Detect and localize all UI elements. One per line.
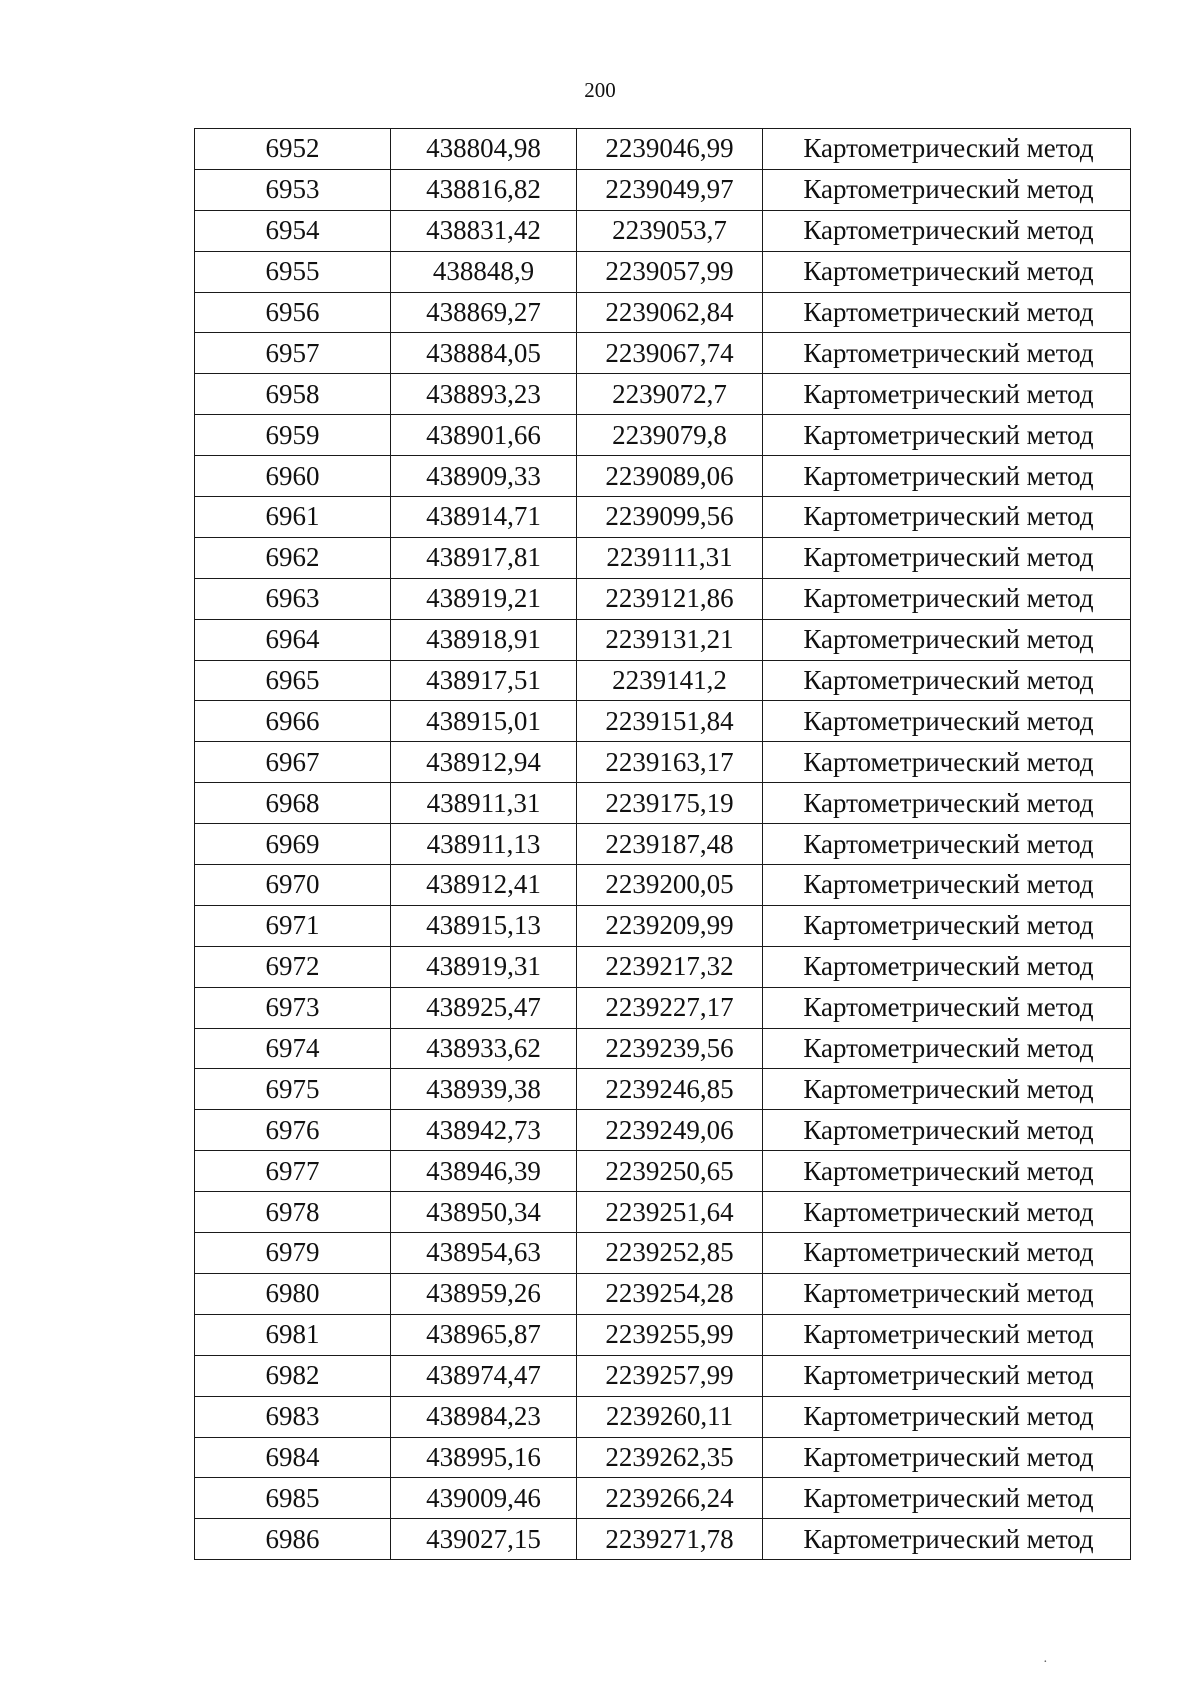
point-number-cell: 6961 — [195, 497, 391, 538]
x-coordinate-cell: 438965,87 — [391, 1314, 577, 1355]
method-cell: Картометрический метод — [763, 1233, 1131, 1274]
point-number-cell: 6973 — [195, 987, 391, 1028]
point-number-cell: 6956 — [195, 292, 391, 333]
y-coordinate-cell: 2239262,35 — [577, 1437, 763, 1478]
method-cell: Картометрический метод — [763, 1478, 1131, 1519]
x-coordinate-cell: 438950,34 — [391, 1192, 577, 1233]
method-cell: Картометрический метод — [763, 415, 1131, 456]
method-cell: Картометрический метод — [763, 129, 1131, 170]
scan-speck: · — [1043, 1655, 1048, 1670]
method-cell: Картометрический метод — [763, 374, 1131, 415]
x-coordinate-cell: 438915,01 — [391, 701, 577, 742]
table-row — [195, 1151, 1131, 1192]
table-row — [195, 905, 1131, 946]
point-number-cell: 6974 — [195, 1028, 391, 1069]
method-cell: Картометрический метод — [763, 497, 1131, 538]
method-cell: Картометрический метод — [763, 537, 1131, 578]
y-coordinate-cell: 2239227,17 — [577, 987, 763, 1028]
method-cell: Картометрический метод — [763, 742, 1131, 783]
x-coordinate-cell: 438911,13 — [391, 824, 577, 865]
method-cell: Картометрический метод — [763, 1314, 1131, 1355]
table-row — [195, 1355, 1131, 1396]
y-coordinate-cell: 2239217,32 — [577, 946, 763, 987]
method-cell: Картометрический метод — [763, 865, 1131, 906]
page-number: 200 — [584, 78, 616, 102]
x-coordinate-cell: 438933,62 — [391, 1028, 577, 1069]
method-cell: Картометрический метод — [763, 333, 1131, 374]
y-coordinate-cell: 2239151,84 — [577, 701, 763, 742]
method-cell: Картометрический метод — [763, 169, 1131, 210]
table-row — [195, 415, 1131, 456]
x-coordinate-cell: 438959,26 — [391, 1273, 577, 1314]
method-cell: Картометрический метод — [763, 1355, 1131, 1396]
y-coordinate-cell: 2239251,64 — [577, 1192, 763, 1233]
point-number-cell: 6971 — [195, 905, 391, 946]
point-number-cell: 6952 — [195, 129, 391, 170]
table-row — [195, 210, 1131, 251]
table-row — [195, 1110, 1131, 1151]
y-coordinate-cell: 2239252,85 — [577, 1233, 763, 1274]
x-coordinate-cell: 438984,23 — [391, 1396, 577, 1437]
y-coordinate-cell: 2239257,99 — [577, 1355, 763, 1396]
point-number-cell: 6976 — [195, 1110, 391, 1151]
point-number-cell: 6980 — [195, 1273, 391, 1314]
method-cell: Картометрический метод — [763, 660, 1131, 701]
table-row — [195, 169, 1131, 210]
method-cell: Картометрический метод — [763, 783, 1131, 824]
y-coordinate-cell: 2239053,7 — [577, 210, 763, 251]
y-coordinate-cell: 2239111,31 — [577, 537, 763, 578]
table-row — [195, 660, 1131, 701]
y-coordinate-cell: 2239046,99 — [577, 129, 763, 170]
x-coordinate-cell: 438909,33 — [391, 456, 577, 497]
x-coordinate-cell: 439027,15 — [391, 1519, 577, 1560]
point-number-cell: 6954 — [195, 210, 391, 251]
y-coordinate-cell: 2239141,2 — [577, 660, 763, 701]
method-cell: Картометрический метод — [763, 210, 1131, 251]
point-number-cell: 6985 — [195, 1478, 391, 1519]
y-coordinate-cell: 2239200,05 — [577, 865, 763, 906]
y-coordinate-cell: 2239187,48 — [577, 824, 763, 865]
x-coordinate-cell: 438925,47 — [391, 987, 577, 1028]
x-coordinate-cell: 438919,31 — [391, 946, 577, 987]
x-coordinate-cell: 438869,27 — [391, 292, 577, 333]
x-coordinate-cell: 438912,94 — [391, 742, 577, 783]
method-cell: Картометрический метод — [763, 456, 1131, 497]
y-coordinate-cell: 2239255,99 — [577, 1314, 763, 1355]
x-coordinate-cell: 438942,73 — [391, 1110, 577, 1151]
y-coordinate-cell: 2239057,99 — [577, 251, 763, 292]
y-coordinate-cell: 2239099,56 — [577, 497, 763, 538]
point-number-cell: 6983 — [195, 1396, 391, 1437]
table-row — [195, 374, 1131, 415]
method-cell: Картометрический метод — [763, 905, 1131, 946]
table-row — [195, 742, 1131, 783]
table-row — [195, 497, 1131, 538]
x-coordinate-cell: 438816,82 — [391, 169, 577, 210]
x-coordinate-cell: 438917,51 — [391, 660, 577, 701]
method-cell: Картометрический метод — [763, 987, 1131, 1028]
point-number-cell: 6957 — [195, 333, 391, 374]
y-coordinate-cell: 2239246,85 — [577, 1069, 763, 1110]
method-cell: Картометрический метод — [763, 1437, 1131, 1478]
point-number-cell: 6984 — [195, 1437, 391, 1478]
y-coordinate-cell: 2239250,65 — [577, 1151, 763, 1192]
method-cell: Картометрический метод — [763, 1069, 1131, 1110]
table-row — [195, 537, 1131, 578]
x-coordinate-cell: 438901,66 — [391, 415, 577, 456]
x-coordinate-cell: 438884,05 — [391, 333, 577, 374]
x-coordinate-cell: 438914,71 — [391, 497, 577, 538]
y-coordinate-cell: 2239175,19 — [577, 783, 763, 824]
coordinates-table — [194, 128, 1131, 1560]
table-row — [195, 987, 1131, 1028]
table-row — [195, 456, 1131, 497]
point-number-cell: 6977 — [195, 1151, 391, 1192]
point-number-cell: 6966 — [195, 701, 391, 742]
y-coordinate-cell: 2239163,17 — [577, 742, 763, 783]
table-row — [195, 1273, 1131, 1314]
table-row — [195, 1314, 1131, 1355]
point-number-cell: 6962 — [195, 537, 391, 578]
method-cell: Картометрический метод — [763, 1110, 1131, 1151]
y-coordinate-cell: 2239239,56 — [577, 1028, 763, 1069]
method-cell: Картометрический метод — [763, 292, 1131, 333]
x-coordinate-cell: 438912,41 — [391, 865, 577, 906]
point-number-cell: 6972 — [195, 946, 391, 987]
point-number-cell: 6967 — [195, 742, 391, 783]
x-coordinate-cell: 438946,39 — [391, 1151, 577, 1192]
point-number-cell: 6979 — [195, 1233, 391, 1274]
y-coordinate-cell: 2239089,06 — [577, 456, 763, 497]
point-number-cell: 6986 — [195, 1519, 391, 1560]
y-coordinate-cell: 2239049,97 — [577, 169, 763, 210]
method-cell: Картометрический метод — [763, 1151, 1131, 1192]
point-number-cell: 6970 — [195, 865, 391, 906]
point-number-cell: 6953 — [195, 169, 391, 210]
table-row — [195, 1233, 1131, 1274]
table-row — [195, 578, 1131, 619]
x-coordinate-cell: 438918,91 — [391, 619, 577, 660]
y-coordinate-cell: 2239249,06 — [577, 1110, 763, 1151]
x-coordinate-cell: 438974,47 — [391, 1355, 577, 1396]
table-row — [195, 1028, 1131, 1069]
x-coordinate-cell: 438919,21 — [391, 578, 577, 619]
y-coordinate-cell: 2239131,21 — [577, 619, 763, 660]
x-coordinate-cell: 438917,81 — [391, 537, 577, 578]
table-row — [195, 783, 1131, 824]
point-number-cell: 6969 — [195, 824, 391, 865]
x-coordinate-cell: 438804,98 — [391, 129, 577, 170]
table-row — [195, 701, 1131, 742]
method-cell: Картометрический метод — [763, 824, 1131, 865]
point-number-cell: 6978 — [195, 1192, 391, 1233]
table-row — [195, 824, 1131, 865]
y-coordinate-cell: 2239072,7 — [577, 374, 763, 415]
table-row — [195, 946, 1131, 987]
table-row — [195, 1192, 1131, 1233]
point-number-cell: 6963 — [195, 578, 391, 619]
point-number-cell: 6982 — [195, 1355, 391, 1396]
method-cell: Картометрический метод — [763, 701, 1131, 742]
y-coordinate-cell: 2239079,8 — [577, 415, 763, 456]
table-row — [195, 619, 1131, 660]
method-cell: Картометрический метод — [763, 1273, 1131, 1314]
point-number-cell: 6968 — [195, 783, 391, 824]
table-row — [195, 1478, 1131, 1519]
x-coordinate-cell: 438995,16 — [391, 1437, 577, 1478]
method-cell: Картометрический метод — [763, 1192, 1131, 1233]
y-coordinate-cell: 2239271,78 — [577, 1519, 763, 1560]
table-row — [195, 129, 1131, 170]
table-row — [195, 251, 1131, 292]
coordinates-table-body — [195, 129, 1131, 1560]
method-cell: Картометрический метод — [763, 1519, 1131, 1560]
point-number-cell: 6965 — [195, 660, 391, 701]
table-row — [195, 292, 1131, 333]
x-coordinate-cell: 438915,13 — [391, 905, 577, 946]
x-coordinate-cell: 438831,42 — [391, 210, 577, 251]
y-coordinate-cell: 2239067,74 — [577, 333, 763, 374]
x-coordinate-cell: 438893,23 — [391, 374, 577, 415]
y-coordinate-cell: 2239254,28 — [577, 1273, 763, 1314]
table-row — [195, 1069, 1131, 1110]
y-coordinate-cell: 2239266,24 — [577, 1478, 763, 1519]
method-cell: Картометрический метод — [763, 619, 1131, 660]
method-cell: Картометрический метод — [763, 946, 1131, 987]
point-number-cell: 6958 — [195, 374, 391, 415]
method-cell: Картометрический метод — [763, 1028, 1131, 1069]
x-coordinate-cell: 438911,31 — [391, 783, 577, 824]
point-number-cell: 6955 — [195, 251, 391, 292]
method-cell: Картометрический метод — [763, 251, 1131, 292]
y-coordinate-cell: 2239062,84 — [577, 292, 763, 333]
y-coordinate-cell: 2239209,99 — [577, 905, 763, 946]
x-coordinate-cell: 438848,9 — [391, 251, 577, 292]
y-coordinate-cell: 2239121,86 — [577, 578, 763, 619]
table-row — [195, 865, 1131, 906]
table-row — [195, 1396, 1131, 1437]
point-number-cell: 6975 — [195, 1069, 391, 1110]
x-coordinate-cell: 438954,63 — [391, 1233, 577, 1274]
point-number-cell: 6964 — [195, 619, 391, 660]
y-coordinate-cell: 2239260,11 — [577, 1396, 763, 1437]
point-number-cell: 6981 — [195, 1314, 391, 1355]
point-number-cell: 6960 — [195, 456, 391, 497]
method-cell: Картометрический метод — [763, 1396, 1131, 1437]
table-row — [195, 1519, 1131, 1560]
x-coordinate-cell: 438939,38 — [391, 1069, 577, 1110]
method-cell: Картометрический метод — [763, 578, 1131, 619]
x-coordinate-cell: 439009,46 — [391, 1478, 577, 1519]
table-row — [195, 1437, 1131, 1478]
point-number-cell: 6959 — [195, 415, 391, 456]
table-row — [195, 333, 1131, 374]
